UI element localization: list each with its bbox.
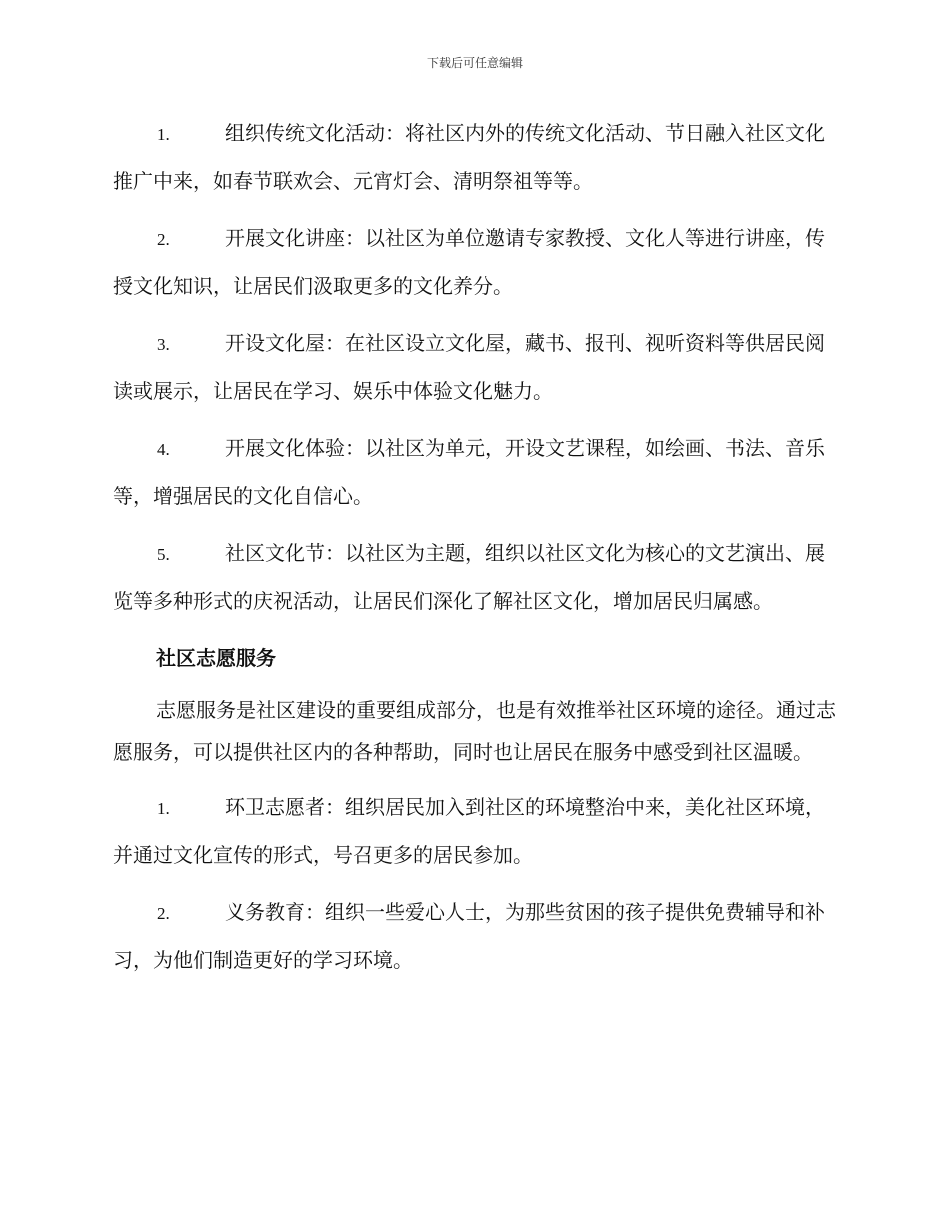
list-item	[113, 110, 838, 204]
list-text: 环卫志愿者：组织居民加入到社区的环境整治中来，美化社区环境，并通过文化宣传的形式，号召更多的居民参加。	[113, 795, 825, 867]
list-number: 4.	[157, 440, 170, 459]
list-text: 社区文化节：以社区为主题，组织以社区文化为核心的文艺演出、展览等多种形式的庆祝活动，让居民们深化了解社区文化，增加居民归属感。	[113, 541, 825, 613]
header-note: 下载后可任意编辑	[426, 56, 523, 70]
list-number: 2.	[157, 230, 170, 249]
list-text: 开展文化体验：以社区为单元，开设文艺课程，如绘画、书法、音乐等，增强居民的文化自信心。	[113, 436, 825, 508]
section-heading: 社区志愿服务	[156, 646, 276, 670]
list-text: 组织传统文化活动：将社区内外的传统文化活动、节日融入社区文化推广中来，如春节联欢会、元宵灯会、清明祭祖等等。	[113, 121, 825, 193]
list-text: 开设文化屋：在社区设立文化屋，藏书、报刊、视听资料等供居民阅读或展示，让居民在学习、娱乐中体验文化魅力。	[113, 331, 825, 403]
list-number: 5.	[157, 545, 170, 564]
list-number: 1.	[157, 799, 170, 818]
list-number: 1.	[157, 125, 170, 144]
list-item	[113, 320, 838, 414]
list-item	[113, 530, 838, 624]
list-item	[113, 425, 838, 519]
list-number: 2.	[157, 904, 170, 923]
list-item	[113, 215, 838, 309]
list-item	[113, 784, 838, 878]
document-body	[113, 110, 838, 994]
list-item	[113, 889, 838, 983]
list-text: 义务教育：组织一些爱心人士，为那些贫困的孩子提供免费辅导和补习，为他们制造更好的学习环境。	[113, 900, 825, 972]
section-intro: 志愿服务是社区建设的重要组成部分，也是有效推举社区环境的途径。通过志愿服务，可以提供社区内的各种帮助，同时也让居民在服务中感受到社区温暖。	[113, 698, 836, 764]
list-text: 开展文化讲座：以社区为单位邀请专家教授、文化人等进行讲座，传授文化知识，让居民们汲取更多的文化养分。	[113, 226, 825, 298]
list-number: 3.	[157, 335, 170, 354]
